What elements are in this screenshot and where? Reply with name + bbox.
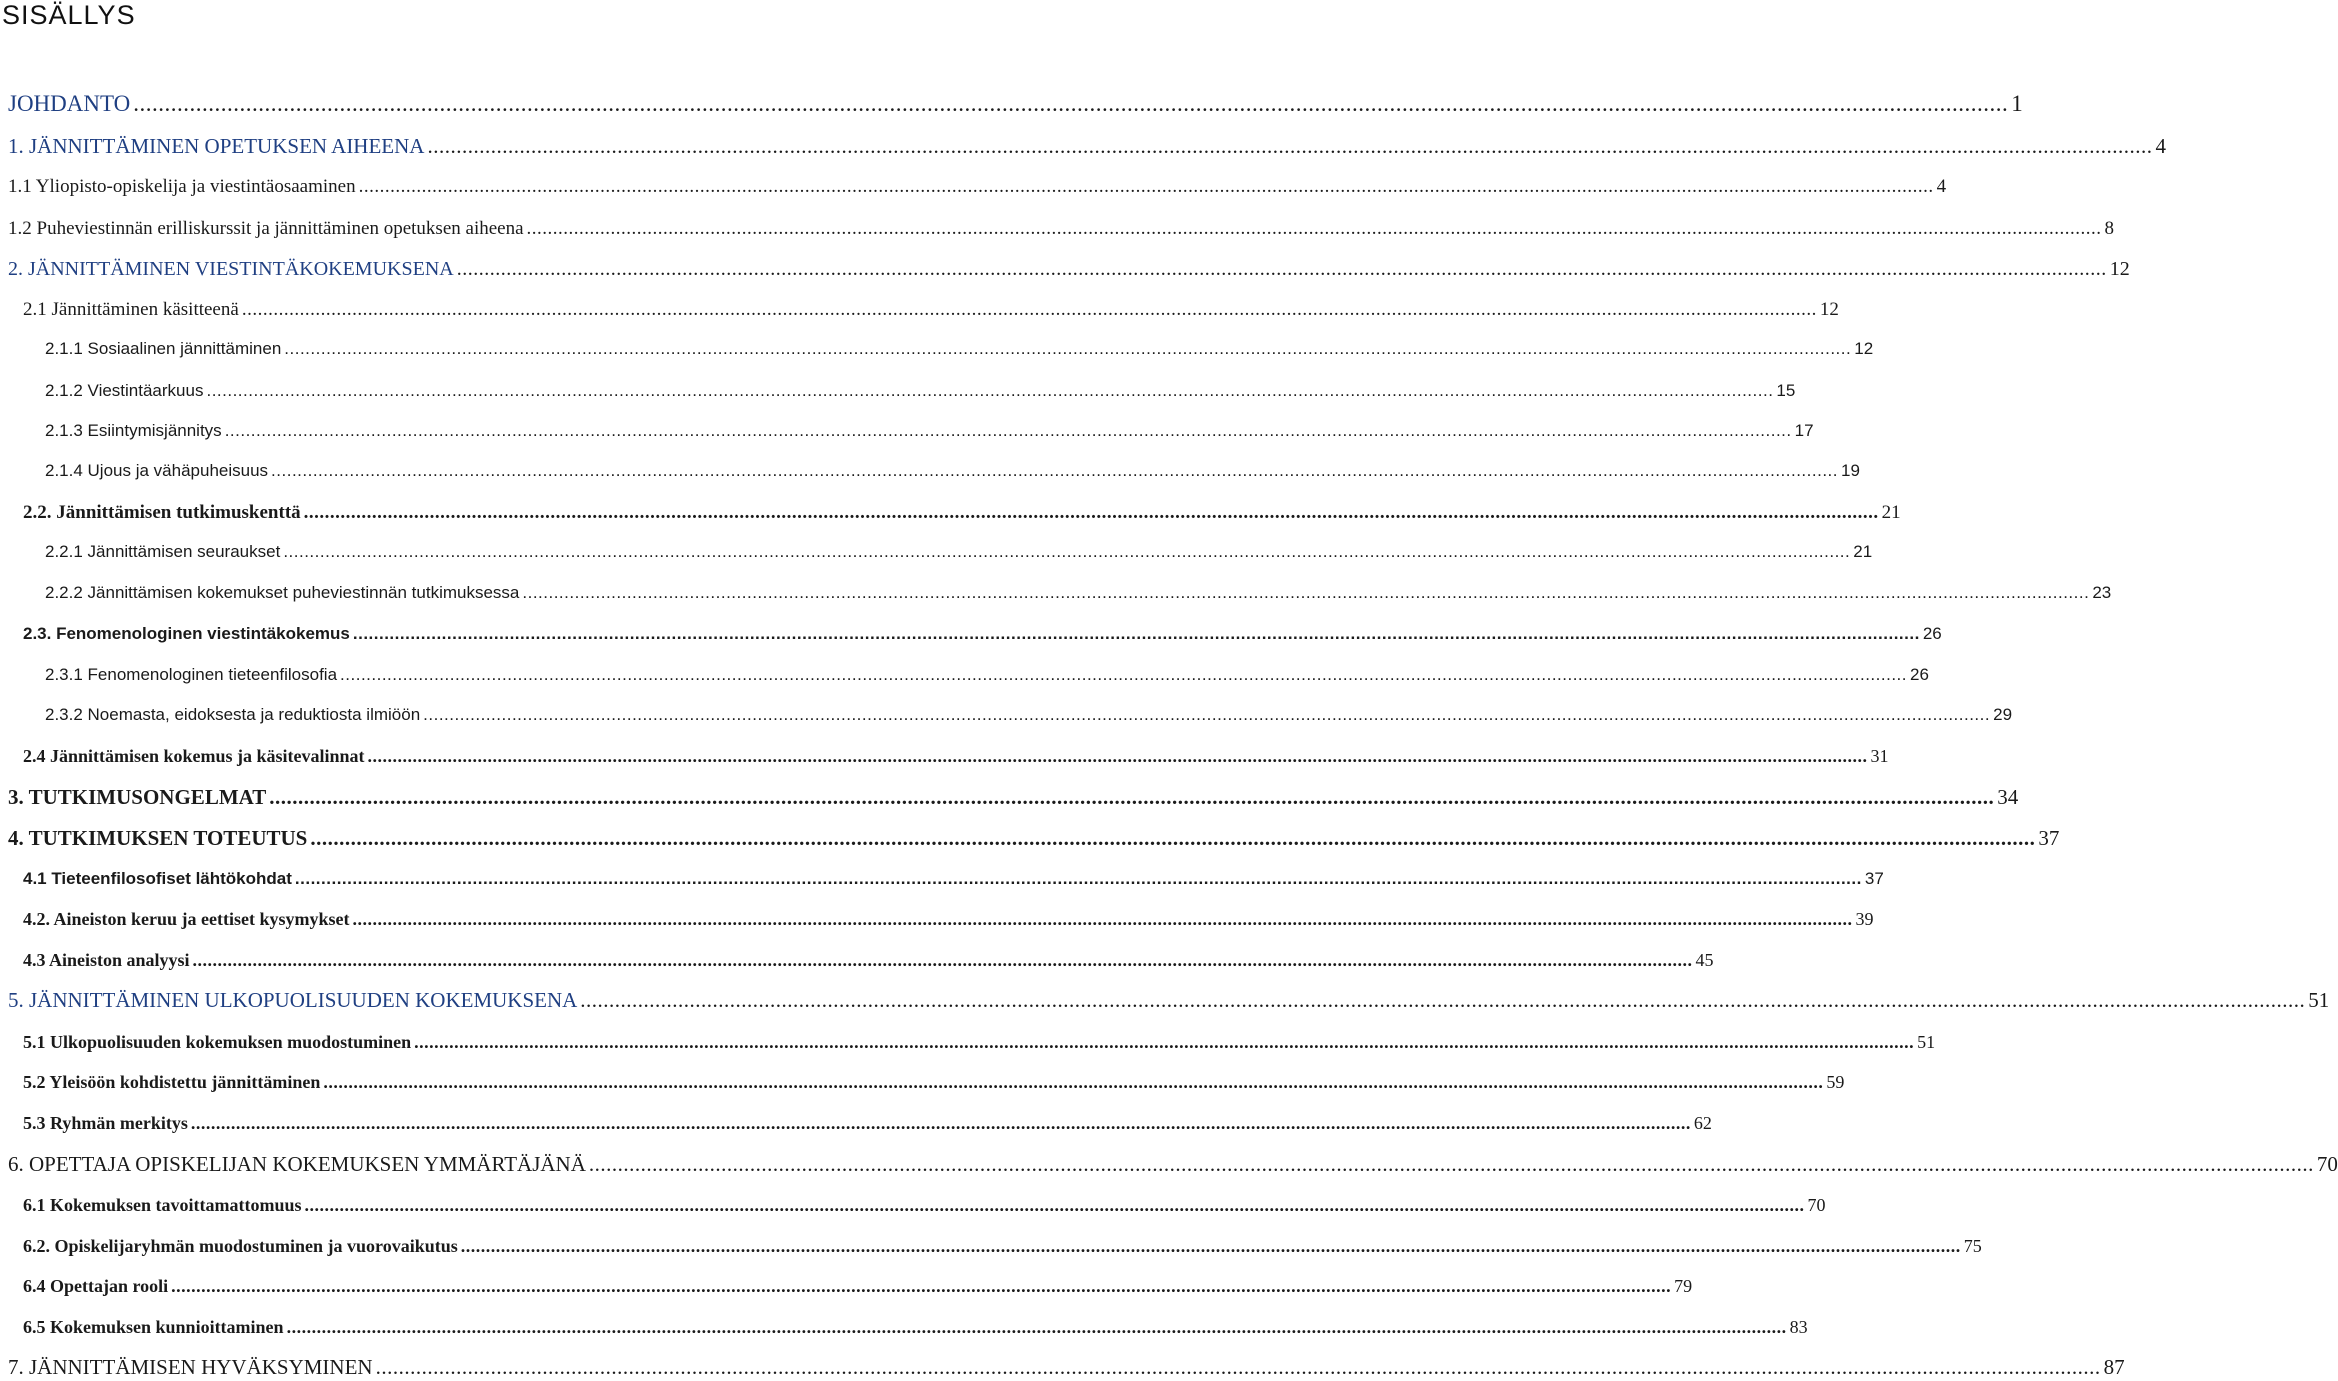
dot-leader: ............................................................................................................................................................................................................................................................................................................ (526, 218, 2102, 239)
toc-entry[interactable] (8, 826, 2060, 851)
toc-entry[interactable] (8, 176, 1947, 198)
toc-entry-title: 2.3.1 Fenomenologinen tieteenfilosofia (45, 665, 338, 684)
toc-entry[interactable] (23, 502, 1901, 524)
toc-entry-title: 2.4 Jännittämisen kokemus ja käsitevalinnat (23, 746, 365, 766)
toc-entry-title: 5.2 Yleisöön kohdistettu jännittäminen (23, 1072, 321, 1092)
toc-entry[interactable] (8, 785, 2019, 810)
toc-entry-title: 2.3.2 Noemasta, eidoksesta ja reduktiosta ilmiöön (45, 705, 421, 724)
toc-entry[interactable] (23, 909, 1874, 930)
toc-entry[interactable] (45, 665, 1929, 685)
toc-entry-title: 2.2.1 Jännittämisen seuraukset (45, 542, 281, 561)
dot-leader: ............................................................................................................................................................................................................................................................................................................ (423, 705, 1991, 724)
toc-heading: SISÄLLYS (2, 0, 136, 30)
dot-leader: ............................................................................................................................................................................................................................................................................................................ (190, 1113, 1691, 1133)
toc-entry-page-number: 1 (2011, 91, 2023, 116)
dot-leader: ............................................................................................................................................................................................................................................................................................................ (133, 91, 2009, 116)
toc-entry-page-number: 83 (1789, 1317, 1808, 1337)
toc-entry-title: 2.1.2 Viestintäarkuus (45, 381, 204, 400)
toc-entry-title: 4.1 Tieteenfilosofiset lähtökohdat (23, 869, 292, 888)
toc-entry-page-number: 21 (1881, 502, 1901, 523)
dot-leader: ............................................................................................................................................................................................................................................................................................................ (294, 869, 1862, 888)
toc-entry-page-number: 12 (1819, 299, 1839, 320)
toc-entry-title: 6.4 Opettajan rooli (23, 1276, 169, 1296)
dot-leader: ............................................................................................................................................................................................................................................................................................................ (352, 909, 1853, 929)
toc-entry-page-number: 59 (1826, 1072, 1845, 1092)
dot-leader: ............................................................................................................................................................................................................................................................................................................ (427, 134, 2153, 158)
toc-entry-page-number: 4 (2155, 134, 2166, 158)
toc-entry[interactable] (8, 988, 2330, 1013)
toc-entry-page-number: 21 (1853, 542, 1873, 561)
toc-entry-title: 2.1.3 Esiintymisjännitys (45, 421, 222, 440)
toc-entry[interactable] (23, 869, 1884, 889)
dot-leader: ............................................................................................................................................................................................................................................................................................................ (241, 299, 1817, 320)
toc-entry-page-number: 12 (2109, 258, 2130, 280)
toc-entry-title: 6.5 Kokemuksen kunnioittaminen (23, 1317, 284, 1337)
dot-leader: ............................................................................................................................................................................................................................................................................................................ (284, 339, 1852, 358)
toc-entry[interactable] (23, 1032, 1936, 1053)
dot-leader: ............................................................................................................................................................................................................................................................................................................ (192, 950, 1693, 970)
toc-entry-page-number: 45 (1695, 950, 1714, 970)
toc-entry-title: 2. JÄNNITTÄMINEN VIESTINTÄKOKEMUKSENA (8, 258, 454, 280)
toc-entry-page-number: 51 (1917, 1032, 1936, 1052)
toc-entry-page-number: 23 (2092, 583, 2112, 602)
toc-entry-page-number: 51 (2308, 988, 2330, 1012)
toc-entry-title: 2.2.2 Jännittämisen kokemukset puheviestinnän tutkimuksessa (45, 583, 520, 602)
toc-entry-page-number: 37 (2038, 826, 2060, 850)
toc-entry-page-number: 4 (1936, 176, 1947, 197)
toc-entry[interactable] (8, 1152, 2338, 1177)
toc-entry-title: 4.2. Aineiston keruu ja eettiset kysymykset (23, 909, 350, 929)
toc-entry-title: 1. JÄNNITTÄMINEN OPETUKSEN AIHEENA (8, 134, 425, 158)
toc-entry[interactable] (8, 258, 2130, 281)
toc-entry-title: 5.3 Ryhmän merkitys (23, 1113, 188, 1133)
toc-entry-title: 5.1 Ulkopuolisuuden kokemuksen muodostuminen (23, 1032, 412, 1052)
toc-entry-page-number: 31 (1870, 746, 1889, 766)
toc-entry[interactable] (23, 1276, 1693, 1297)
toc-entry[interactable] (23, 1317, 1808, 1338)
toc-entry-page-number: 15 (1776, 381, 1796, 400)
dot-leader: ............................................................................................................................................................................................................................................................................................................ (224, 421, 1792, 440)
toc-entry-title: 2.2. Jännittämisen tutkimuskenttä (23, 502, 301, 523)
dot-leader: ............................................................................................................................................................................................................................................................................................................ (283, 542, 1851, 561)
toc-entry-page-number: 19 (1841, 461, 1860, 480)
toc-entry[interactable] (23, 1195, 1826, 1216)
toc-entry-title: 7. JÄNNITTÄMISEN HYVÄKSYMINEN (8, 1355, 373, 1379)
toc-entry-title: 5. JÄNNITTÄMINEN ULKOPUOLISUUDEN KOKEMUKSENA (8, 988, 578, 1012)
dot-leader: ............................................................................................................................................................................................................................................................................................................ (304, 1195, 1805, 1215)
toc-entry[interactable] (8, 91, 2023, 117)
dot-leader: ............................................................................................................................................................................................................................................................................................................ (310, 826, 2036, 850)
toc-entry[interactable] (8, 218, 2115, 240)
dot-leader: ............................................................................................................................................................................................................................................................................................................ (340, 665, 1907, 684)
toc-entry[interactable] (45, 421, 1814, 441)
toc-entry-title: 6. OPETTAJA OPISKELIJAN KOKEMUKSEN YMMÄRTÄJÄNÄ (8, 1152, 586, 1176)
toc-entry-page-number: 75 (1963, 1236, 1982, 1256)
toc-entry[interactable] (45, 461, 1860, 481)
toc-entry[interactable] (45, 583, 2112, 603)
toc-entry-page-number: 62 (1693, 1113, 1712, 1133)
dot-leader: ............................................................................................................................................................................................................................................................................................................ (303, 502, 1879, 523)
toc-entry-page-number: 34 (1997, 785, 2019, 809)
toc-entry-page-number: 70 (1807, 1195, 1826, 1215)
dot-leader: ............................................................................................................................................................................................................................................................................................................ (414, 1032, 1915, 1052)
toc-entry-page-number: 70 (2316, 1152, 2338, 1176)
dot-leader: ............................................................................................................................................................................................................................................................................................................ (456, 258, 2107, 280)
toc-entry-title: 2.1.4 Ujous ja vähäpuheisuus (45, 461, 269, 480)
dot-leader: ............................................................................................................................................................................................................................................................................................................ (522, 583, 2090, 602)
toc-entry-title: 3. TUTKIMUSONGELMAT (8, 785, 267, 809)
toc-entry-page-number: 37 (1864, 869, 1884, 888)
toc-entry[interactable] (23, 746, 1889, 767)
dot-leader: ............................................................................................................................................................................................................................................................................................................ (271, 461, 1838, 480)
toc-entry-page-number: 87 (2103, 1355, 2125, 1379)
toc-entry-title: 4.3 Aineiston analyysi (23, 950, 190, 970)
toc-entry-page-number: 79 (1674, 1276, 1693, 1296)
toc-entry-title: 6.1 Kokemuksen tavoittamattomuus (23, 1195, 302, 1215)
toc-entry-page-number: 26 (1922, 624, 1942, 643)
toc-entry-title: 6.2. Opiskelijaryhmän muodostuminen ja vuorovaikutus (23, 1236, 458, 1256)
dot-leader: ............................................................................................................................................................................................................................................................................................................ (323, 1072, 1824, 1092)
toc-entry[interactable] (8, 134, 2166, 159)
toc-entry[interactable] (23, 1072, 1845, 1093)
dot-leader: ............................................................................................................................................................................................................................................................................................................ (286, 1317, 1787, 1337)
toc-entry[interactable] (45, 381, 1796, 401)
dot-leader: ............................................................................................................................................................................................................................................................................................................ (171, 1276, 1672, 1296)
toc-entry-title: 1.2 Puheviestinnän erilliskurssit ja jännittäminen opetuksen aiheena (8, 218, 524, 239)
dot-leader: ............................................................................................................................................................................................................................................................................................................ (460, 1236, 1961, 1256)
toc-entry[interactable] (8, 1355, 2125, 1380)
dot-leader: ............................................................................................................................................................................................................................................................................................................ (352, 624, 1920, 643)
toc-entry[interactable] (45, 705, 2013, 725)
toc-entry-page-number: 39 (1855, 909, 1874, 929)
dot-leader: ............................................................................................................................................................................................................................................................................................................ (269, 785, 1995, 809)
toc-entry-page-number: 8 (2104, 218, 2115, 239)
toc-entry-page-number: 17 (1794, 421, 1814, 440)
dot-leader: ............................................................................................................................................................................................................................................................................................................ (206, 381, 1774, 400)
toc-entry[interactable] (45, 542, 1873, 562)
toc-entry-title: 2.1.1 Sosiaalinen jännittäminen (45, 339, 282, 358)
toc-entry-title: JOHDANTO (8, 91, 131, 116)
toc-entry-title: 1.1 Yliopisto-opiskelija ja viestintäosaaminen (8, 176, 356, 197)
toc-entry-title: 2.3. Fenomenologinen viestintäkokemus (23, 624, 350, 643)
dot-leader: ............................................................................................................................................................................................................................................................................................................ (588, 1152, 2314, 1176)
toc-entry-title: 2.1 Jännittäminen käsitteenä (23, 299, 239, 320)
dot-leader: ............................................................................................................................................................................................................................................................................................................ (580, 988, 2306, 1012)
toc-entry-page-number: 12 (1854, 339, 1874, 358)
toc-entry[interactable] (23, 1113, 1712, 1134)
toc-entry[interactable] (23, 624, 1942, 644)
toc-entry-page-number: 29 (1993, 705, 2013, 724)
toc-entry[interactable] (23, 1236, 1982, 1257)
dot-leader: ............................................................................................................................................................................................................................................................................................................ (375, 1355, 2101, 1379)
toc-entry[interactable] (23, 299, 1839, 321)
toc-entry[interactable] (45, 339, 1874, 359)
dot-leader: ............................................................................................................................................................................................................................................................................................................ (367, 746, 1868, 766)
toc-entry-page-number: 26 (1910, 665, 1929, 684)
toc-entry-title: 4. TUTKIMUKSEN TOTEUTUS (8, 826, 308, 850)
toc-entry[interactable] (23, 950, 1714, 971)
dot-leader: ............................................................................................................................................................................................................................................................................................................ (358, 176, 1934, 197)
